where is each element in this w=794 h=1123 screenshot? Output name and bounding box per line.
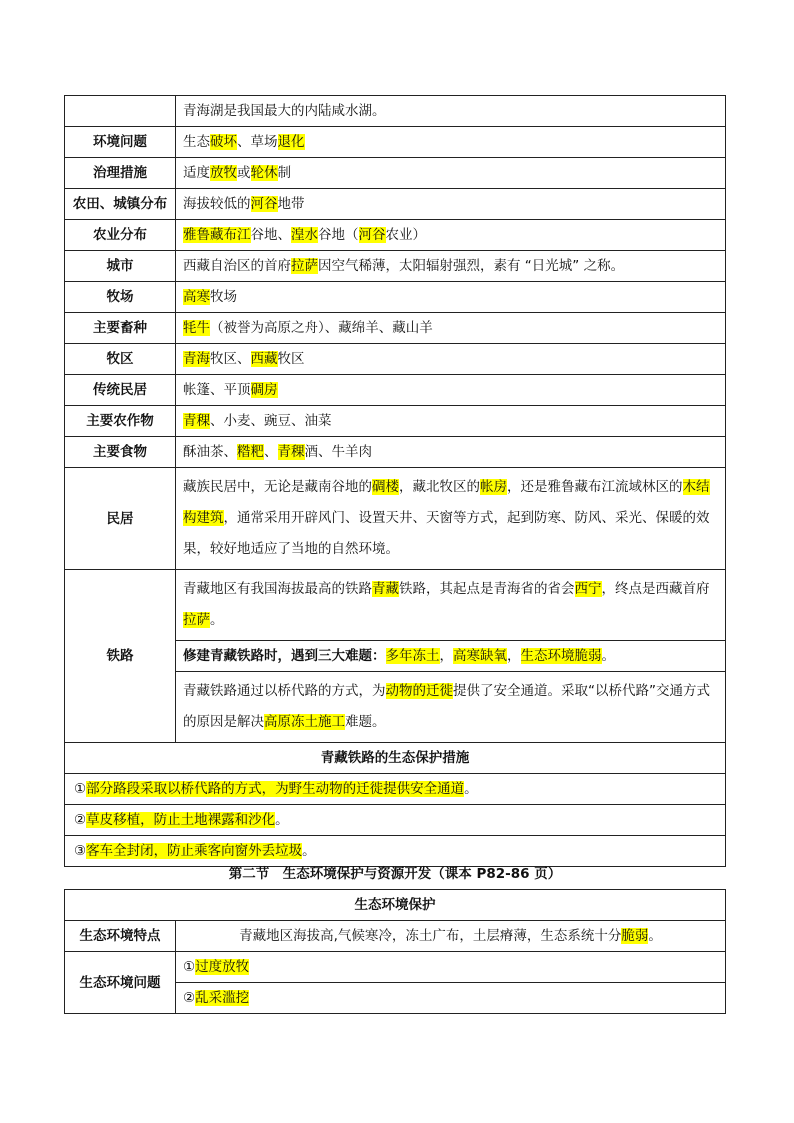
- row-label: 生态环境问题: [65, 952, 176, 1014]
- content-text: 。: [648, 928, 662, 944]
- highlight-text: 轮休: [250, 165, 278, 181]
- content-text: 青藏铁路通过以桥代路的方式，为: [183, 683, 386, 699]
- highlight-text: 河谷: [250, 196, 278, 212]
- highlight-text: 高寒: [183, 289, 210, 305]
- highlight-text: 青稞: [277, 444, 305, 460]
- row-content: [176, 96, 726, 127]
- row-label: 农业分布: [65, 220, 176, 251]
- row-content: [176, 468, 726, 570]
- content-text: 谷地（: [318, 227, 359, 243]
- highlight-text: 拉萨: [291, 258, 318, 274]
- row-content: [176, 127, 726, 158]
- row-label: 城市: [65, 251, 176, 282]
- table-row: [65, 468, 726, 570]
- content-text: 谷地、: [250, 227, 291, 243]
- table-row: [65, 570, 726, 641]
- item-number: ②: [74, 812, 87, 828]
- row-content: [176, 251, 726, 282]
- content-text: 地带: [277, 196, 305, 212]
- highlight-text: 高寒缺氧: [453, 648, 507, 664]
- row-label: 环境问题: [65, 127, 176, 158]
- row-content: [176, 570, 726, 641]
- item-number: ③: [74, 843, 87, 859]
- row-content: [176, 282, 726, 313]
- table-row: [65, 952, 726, 983]
- row-content: [176, 672, 726, 743]
- row-label: 生态环境特点: [65, 921, 176, 952]
- content-text: 农业）: [385, 227, 426, 243]
- content-text: 海拔较低的: [183, 196, 251, 212]
- content-text: 、: [264, 444, 278, 460]
- highlight-text: 放牧: [210, 165, 237, 181]
- row-content: [176, 921, 726, 952]
- row-content: [176, 220, 726, 251]
- content-text: 。: [275, 812, 289, 828]
- content-text: 帐篷、平顶: [183, 382, 251, 398]
- row-label: 传统民居: [65, 375, 176, 406]
- content-text: 生态: [183, 134, 210, 150]
- content-text: 牧区: [277, 351, 305, 367]
- content-text: ，通常采用开辟风门、设置天井、天窗等方式，起到防寒、防风、采光、保暖的效果，较好地适应了当地的自然环境。: [183, 510, 710, 557]
- content-text: 适度: [183, 165, 210, 181]
- content-text: 因空气稀薄，太阳辐射强烈，素有 “日光城” 之称。: [318, 258, 625, 274]
- table-row: [65, 437, 726, 468]
- row-label: 牧区: [65, 344, 176, 375]
- highlight-text: 部分路段采取以桥代路的方式，为野生动物的迁徙提供安全通道: [86, 781, 465, 797]
- content-text: 修建青藏铁路时，遇到三大难题：: [183, 648, 386, 664]
- highlight-text: 糌粑: [237, 444, 264, 460]
- item-number: ②: [183, 990, 196, 1006]
- table-row: [65, 220, 726, 251]
- table-title: 生态环境保护: [65, 890, 726, 921]
- row-label: 主要农作物: [65, 406, 176, 437]
- row-content: [176, 344, 726, 375]
- section-row-title: 青藏铁路的生态保护措施: [65, 743, 726, 774]
- row-content: [176, 983, 726, 1014]
- table-row: [65, 375, 726, 406]
- content-text: 。: [210, 612, 224, 628]
- row-content: [176, 189, 726, 220]
- highlight-text: 动物的迁徙: [385, 683, 453, 699]
- content-text: 牧场: [210, 289, 237, 305]
- content-text: 难题。: [345, 714, 386, 730]
- content-text: 或: [237, 165, 251, 181]
- content-text: 制: [277, 165, 291, 181]
- row-content: [176, 375, 726, 406]
- highlight-text: 碉楼: [372, 479, 399, 495]
- table-row: [65, 921, 726, 952]
- table-row: [65, 158, 726, 189]
- row-label: 治理措施: [65, 158, 176, 189]
- highlight-text: 破坏: [210, 134, 237, 150]
- row-label: 主要食物: [65, 437, 176, 468]
- highlight-text: 多年冻土: [385, 648, 440, 664]
- table-row: [65, 805, 726, 836]
- content-text: 青藏地区海拔高,气候寒冷，冻土广布，土层瘠薄，生态系统十分: [239, 928, 622, 944]
- highlight-text: 草皮移植，防止土地裸露和沙化: [86, 812, 276, 828]
- row-label: 牧场: [65, 282, 176, 313]
- highlight-text: 乱采滥挖: [195, 990, 250, 1006]
- highlight-text: 过度放牧: [195, 959, 250, 975]
- highlight-text: 西宁: [574, 581, 602, 597]
- row-label: 民居: [65, 468, 176, 570]
- content-text: 酒、牛羊肉: [304, 444, 372, 460]
- content-text: 。: [464, 781, 478, 797]
- table-row: [65, 743, 726, 774]
- highlight-text: 西藏: [250, 351, 278, 367]
- item-number: ①: [183, 959, 196, 975]
- highlight-text: 青藏: [372, 581, 399, 597]
- highlight-text: 客车全封闭，防止乘客向窗外丢垃圾: [86, 843, 303, 859]
- content-text: 牧区、: [210, 351, 251, 367]
- highlight-text: 帐房: [480, 479, 507, 495]
- table-row: [65, 890, 726, 921]
- table-row: [65, 774, 726, 805]
- highlight-text: 河谷: [358, 227, 386, 243]
- content-text: 酥油茶、: [183, 444, 237, 460]
- geography-table-2: [64, 889, 726, 1014]
- content-text: 、小麦、豌豆、油菜: [210, 413, 332, 429]
- content-text: 。: [302, 843, 316, 859]
- highlight-text: 拉萨: [183, 612, 210, 628]
- content-text: 青藏地区有我国海拔最高的铁路: [183, 581, 372, 597]
- geography-table-1: [64, 95, 726, 867]
- row-content: [176, 158, 726, 189]
- highlight-text: 碉房: [250, 382, 278, 398]
- highlight-text: 雅鲁藏布江: [183, 227, 251, 243]
- highlight-text: 退化: [277, 134, 305, 150]
- content-text: 藏族民居中，无论是藏南谷地的: [183, 479, 372, 495]
- item-number: ①: [74, 781, 87, 797]
- table-row: [65, 406, 726, 437]
- table-row: [65, 251, 726, 282]
- section-heading: 第二节 生态环境保护与资源开发（课本 P82-86 页）: [228, 866, 562, 882]
- row-content: [65, 774, 726, 805]
- table-row: [65, 189, 726, 220]
- row-label: 主要畜种: [65, 313, 176, 344]
- row-label-empty: [65, 96, 176, 127]
- row-content: [176, 313, 726, 344]
- highlight-text: 牦牛: [183, 320, 210, 336]
- highlight-text: 木结构建筑: [183, 479, 710, 526]
- row-content: [176, 952, 726, 983]
- table-row: [65, 313, 726, 344]
- row-content: [65, 805, 726, 836]
- content-text: ，藏北牧区的: [399, 479, 480, 495]
- content-text: 铁路，其起点是青海省的省会: [399, 581, 575, 597]
- table-row: [65, 96, 726, 127]
- content-text: （被誉为高原之舟）、藏绵羊、藏山羊: [210, 320, 433, 336]
- highlight-text: 青稞: [183, 413, 210, 429]
- highlight-text: 生态环境脆弱: [520, 648, 602, 664]
- table-row: [65, 344, 726, 375]
- content-text: ，终点是西藏首府: [601, 581, 710, 597]
- row-content: [176, 641, 726, 672]
- content-text: ，: [439, 648, 453, 664]
- content-text: ，: [507, 648, 521, 664]
- row-content: [176, 437, 726, 468]
- content-text: ，还是雅鲁藏布江流域林区的: [507, 479, 683, 495]
- highlight-text: 高原冻土施工: [264, 714, 345, 730]
- content-text: 青海湖是我国最大的内陆咸水湖。: [183, 103, 386, 119]
- highlight-text: 青海: [183, 351, 210, 367]
- content-text: 。: [601, 648, 615, 664]
- content-text: 提供了安全通道。采取“以桥代路”交通方式的原因是解决: [183, 683, 710, 730]
- row-label: 铁路: [65, 570, 176, 743]
- content-text: 西藏自治区的首府: [183, 258, 291, 274]
- row-content: [176, 406, 726, 437]
- row-label: 农田、城镇分布: [65, 189, 176, 220]
- table-row: [65, 127, 726, 158]
- highlight-text: 脆弱: [621, 928, 649, 944]
- content-text: 、草场: [237, 134, 278, 150]
- highlight-text: 湟水: [291, 227, 318, 243]
- table-row: [65, 282, 726, 313]
